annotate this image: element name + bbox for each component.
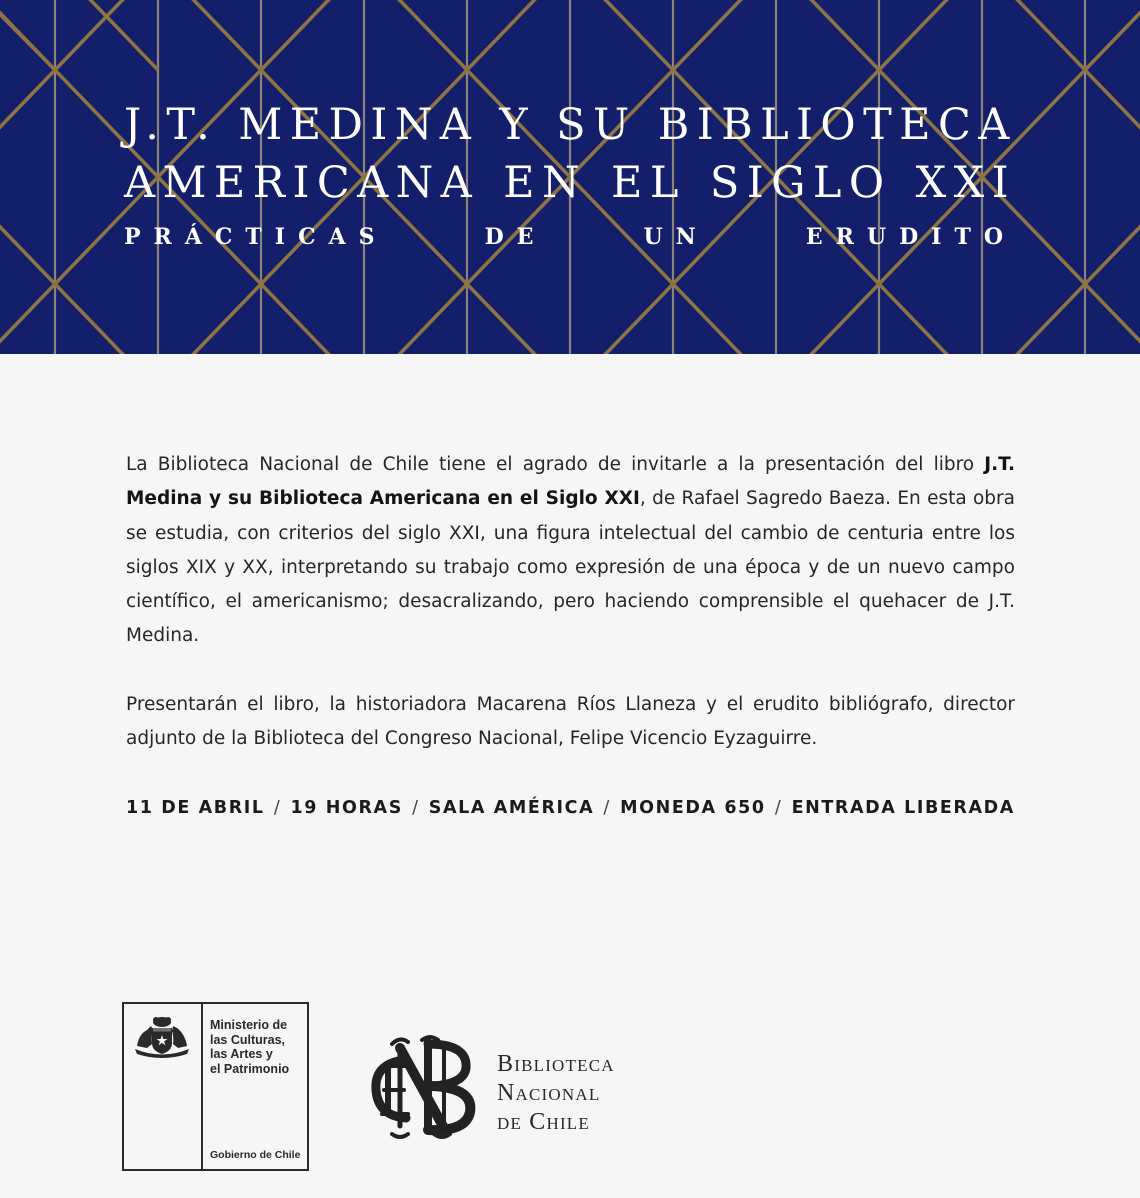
bnc-monogram-icon	[370, 1030, 480, 1145]
ministry-name	[210, 1018, 307, 1076]
invitation-text	[126, 448, 1015, 756]
ministry-name-line: las Culturas,	[210, 1032, 286, 1047]
library-name	[497, 1050, 615, 1137]
library-name-line: Biblioteca	[497, 1051, 615, 1077]
library-name-line: Nacional	[497, 1080, 601, 1106]
event-title-block	[124, 96, 1016, 250]
separator: /	[412, 798, 420, 818]
header-banner	[0, 0, 1140, 354]
ministry-logo-text-panel	[203, 1004, 307, 1169]
separator: /	[603, 798, 611, 818]
book-title-inline: J.T. Medina y su Biblioteca Americana en el Siglo XXI	[126, 454, 1015, 510]
separator: /	[774, 798, 783, 818]
event-venue: SALA AMÉRICA	[428, 798, 595, 818]
biblioteca-nacional-logo	[370, 1030, 650, 1150]
invitation-description: , de Rafael Sagredo Baeza. En esta obra se estudia, con criterios del siglo XXI, una figura intelectual del cambio de centuria entre los siglos XIX y XX, interpretando su trabajo como expresión de una época y de un nuevo campo científico, el americanismo; desacralizando, pero haciendo comprensible el quehacer de J.T. Medina.	[126, 488, 1015, 647]
event-admission: ENTRADA LIBERADA	[791, 798, 1015, 818]
invitation-paragraph	[126, 448, 1015, 654]
ministry-name-line: las Artes y	[210, 1047, 273, 1061]
government-label: Gobierno de Chile	[210, 1149, 301, 1161]
library-name-line: de Chile	[497, 1109, 590, 1135]
event-address: MONEDA 650	[620, 798, 766, 818]
ministry-logo-emblem-panel	[124, 1004, 203, 1169]
ministry-name-line: Ministerio de	[210, 1018, 288, 1032]
event-date: 11 DE ABRIL	[126, 798, 265, 818]
presenters-paragraph: Presentarán el libro, la historiadora Macarena Ríos Llaneza y el erudito bibliógrafo, director adjunto de la Biblioteca del Congreso Nacional, Felipe Vicencio Eyzaguirre.	[126, 693, 1015, 750]
invitation-intro: La Biblioteca Nacional de Chile tiene el agrado de invitarle a la presentación del libro	[126, 454, 985, 475]
ministry-culture-logo	[122, 1002, 309, 1171]
book-title-line-1: J.T. MEDINA Y SU BIBLIOTECA	[124, 100, 1017, 150]
event-details	[126, 798, 1015, 818]
chile-coat-of-arms-icon	[133, 1016, 191, 1060]
event-time: 19 HORAS	[290, 798, 403, 818]
ministry-name-line: el Patrimonio	[210, 1061, 290, 1076]
separator: /	[273, 798, 282, 818]
book-title-line-2: AMERICANA EN EL SIGLO XXI	[124, 158, 1016, 208]
book-subtitle: PRÁCTICAS DE UN ERUDITO	[124, 224, 1016, 250]
